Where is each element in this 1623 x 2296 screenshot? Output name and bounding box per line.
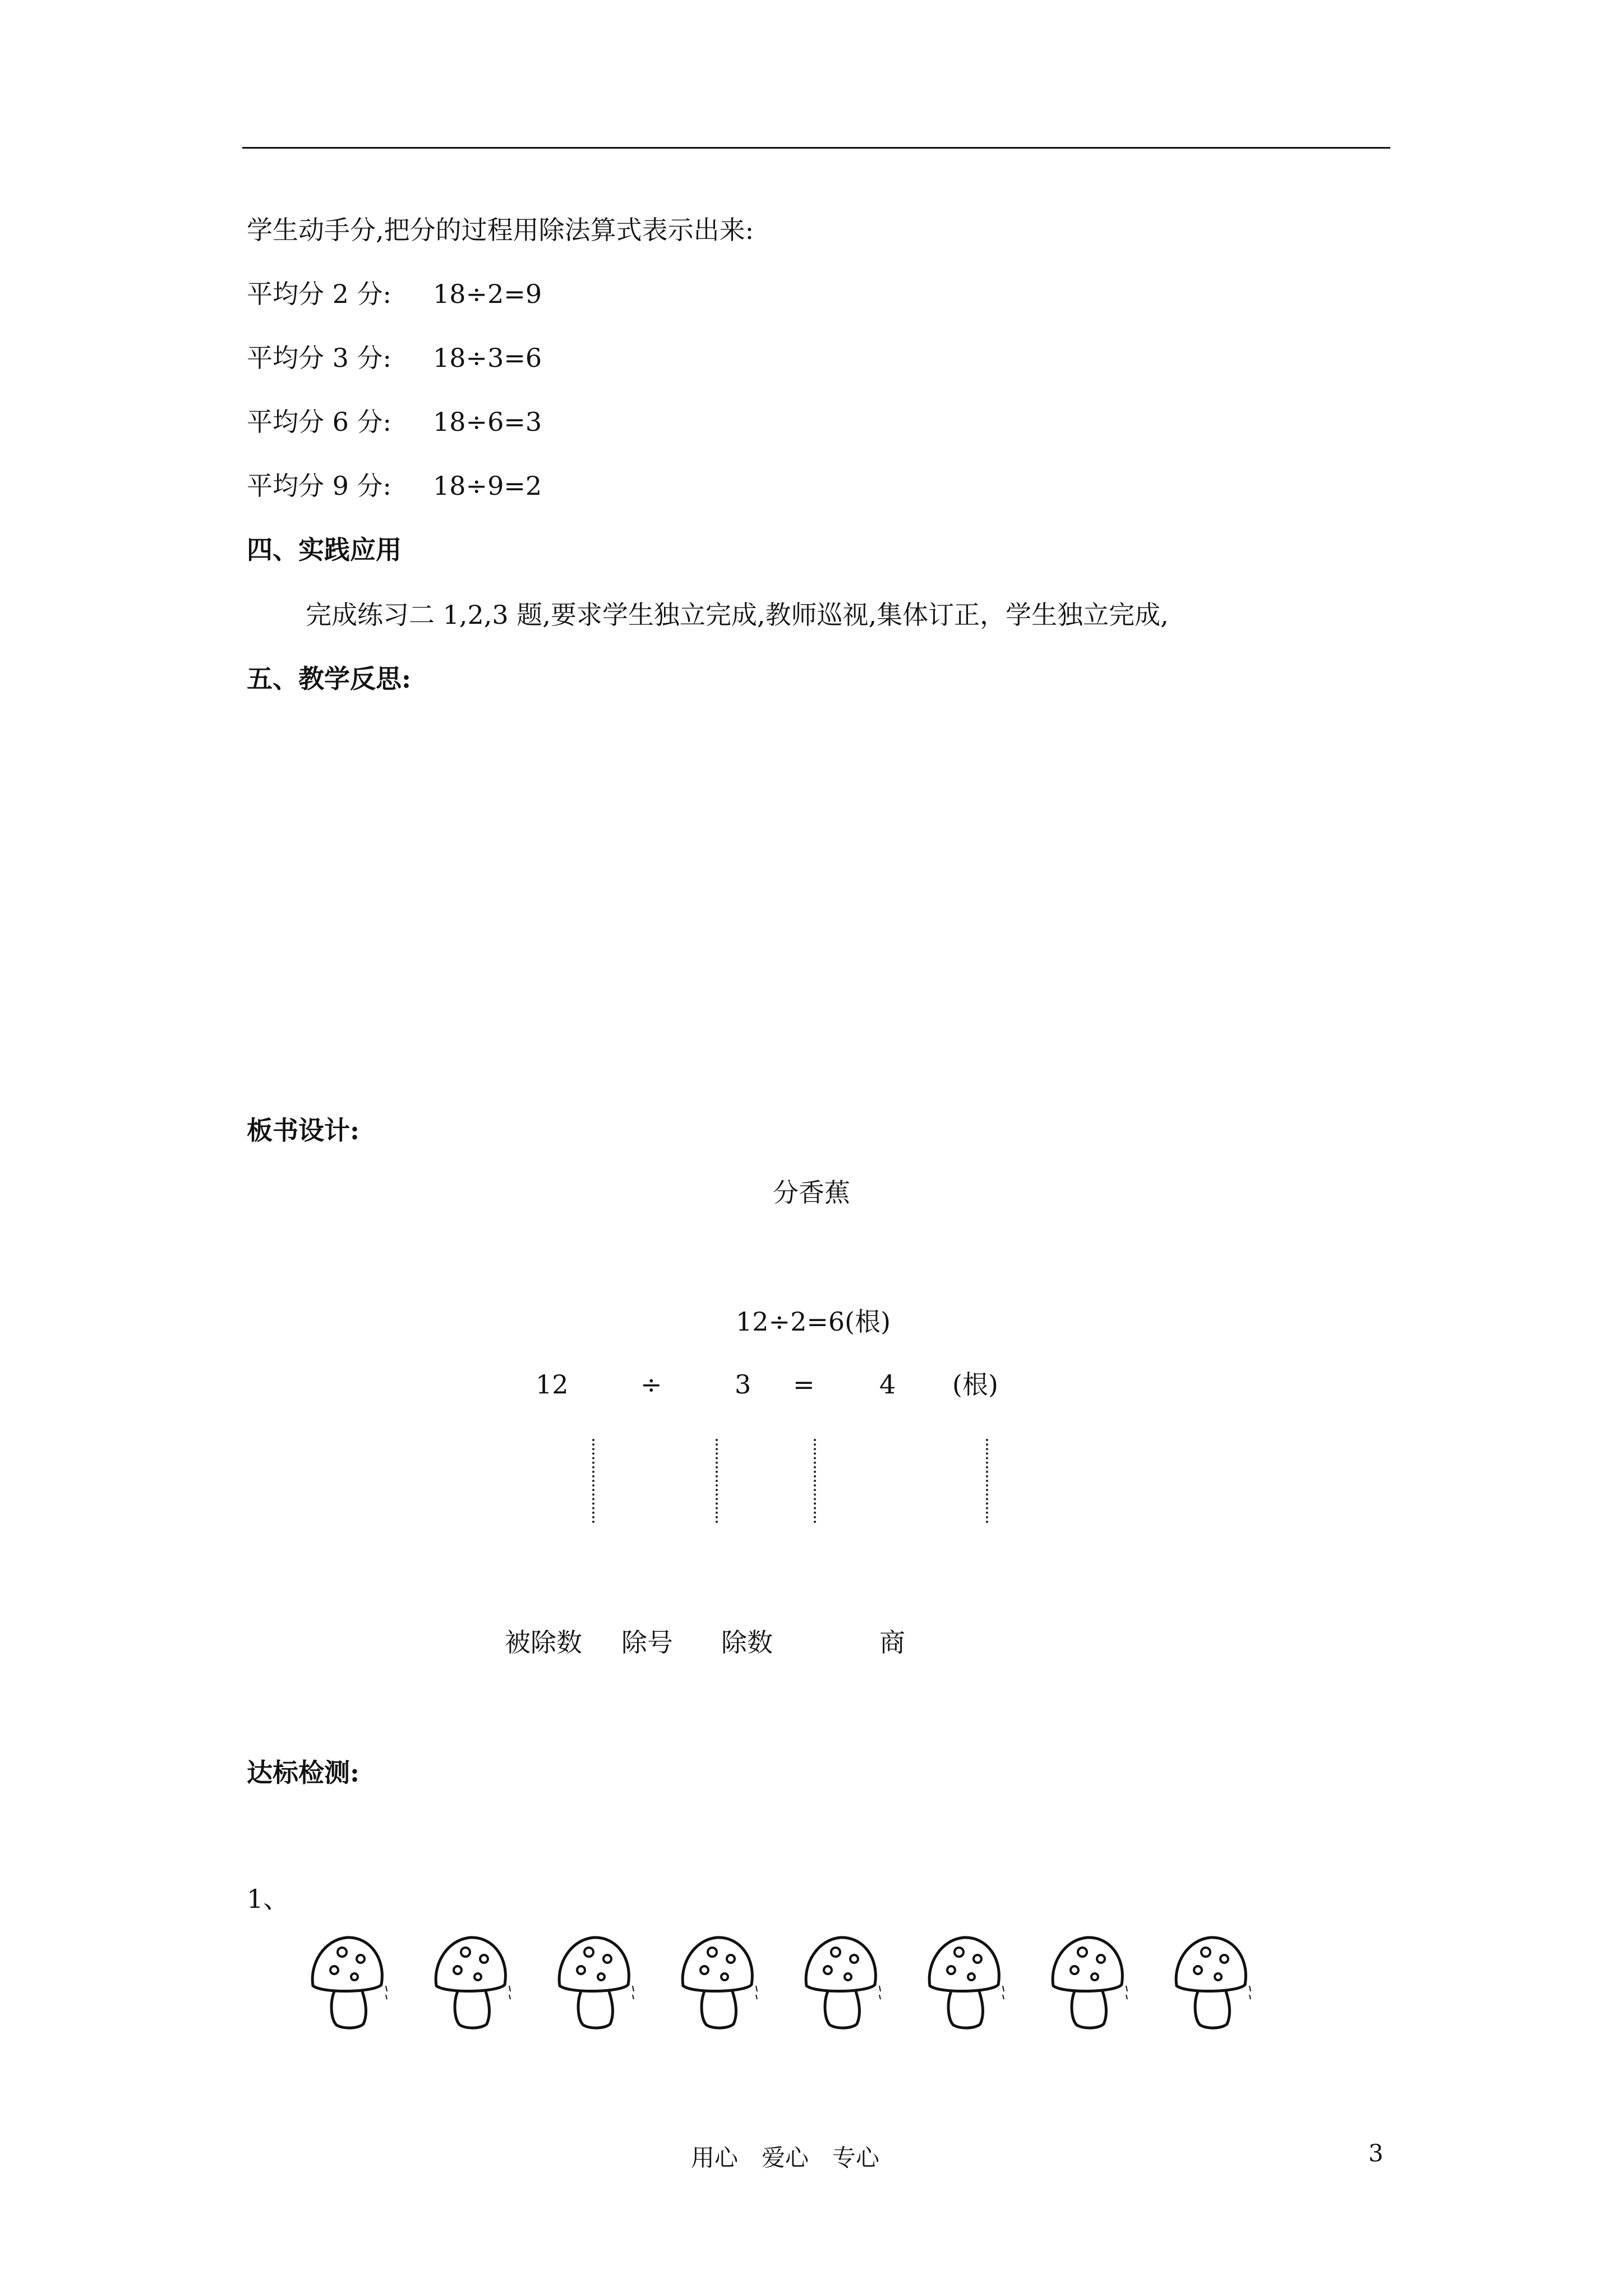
dividend-number: 12: [536, 1369, 569, 1400]
divisor-number: 3: [735, 1369, 751, 1400]
label-divisor: 除数: [721, 1627, 773, 1658]
eq2-label: 平均分 3 分:: [247, 343, 392, 373]
divide-sign: ÷: [640, 1369, 662, 1400]
label-divide-sign: 除号: [621, 1627, 673, 1658]
dotted-line-dividend: [592, 1439, 594, 1523]
quotient-number: 4: [879, 1369, 896, 1400]
check-heading: 达标检测:: [247, 1757, 359, 1788]
section4-body: 完成练习二 1,2,3 题,要求学生独立完成,教师巡视,集体订正，学生独立完成,: [306, 600, 1169, 630]
board-heading: 板书设计:: [247, 1115, 359, 1145]
mushroom-icon: [677, 1930, 762, 2036]
mushroom-icon: [1048, 1930, 1132, 2036]
mushroom-icon: [307, 1930, 391, 2036]
check-item-1: 1、: [247, 1884, 289, 1914]
unit-label: (根): [952, 1369, 998, 1400]
intro-line: 学生动手分,把分的过程用除法算式表示出来:: [247, 215, 754, 245]
section4-heading: 四、实践应用: [247, 535, 402, 565]
dotted-line-quotient: [986, 1439, 988, 1523]
label-dividend: 被除数: [505, 1627, 582, 1658]
eq1-label: 平均分 2 分:: [247, 279, 392, 309]
section5-heading: 五、教学反思:: [247, 664, 411, 694]
header-rule: [242, 147, 1390, 149]
mushroom-icon: [554, 1930, 638, 2036]
eq2-value: 18÷3=6: [433, 343, 542, 373]
mushroom-icon: [924, 1930, 1008, 2036]
page-number: 3: [1368, 2139, 1384, 2167]
eq1-value: 18÷2=9: [433, 279, 542, 309]
dotted-line-sign: [716, 1439, 718, 1523]
eq4-value: 18÷9=2: [433, 471, 542, 501]
eq3-label: 平均分 6 分:: [247, 407, 392, 437]
equals-sign: =: [793, 1369, 815, 1400]
footer-motto: 用心 爱心 专心: [691, 2144, 880, 2171]
eq4-label: 平均分 9 分:: [247, 471, 392, 501]
label-quotient: 商: [879, 1627, 905, 1658]
mushroom-icon: [801, 1930, 885, 2036]
board-title: 分香蕉: [773, 1177, 850, 1208]
dotted-line-divisor: [814, 1439, 816, 1523]
eq3-value: 18÷6=3: [433, 407, 542, 437]
mushroom-icon: [1171, 1930, 1255, 2036]
board-equation: 12÷2=6(根): [736, 1306, 891, 1337]
mushroom-icon: [431, 1930, 515, 2036]
